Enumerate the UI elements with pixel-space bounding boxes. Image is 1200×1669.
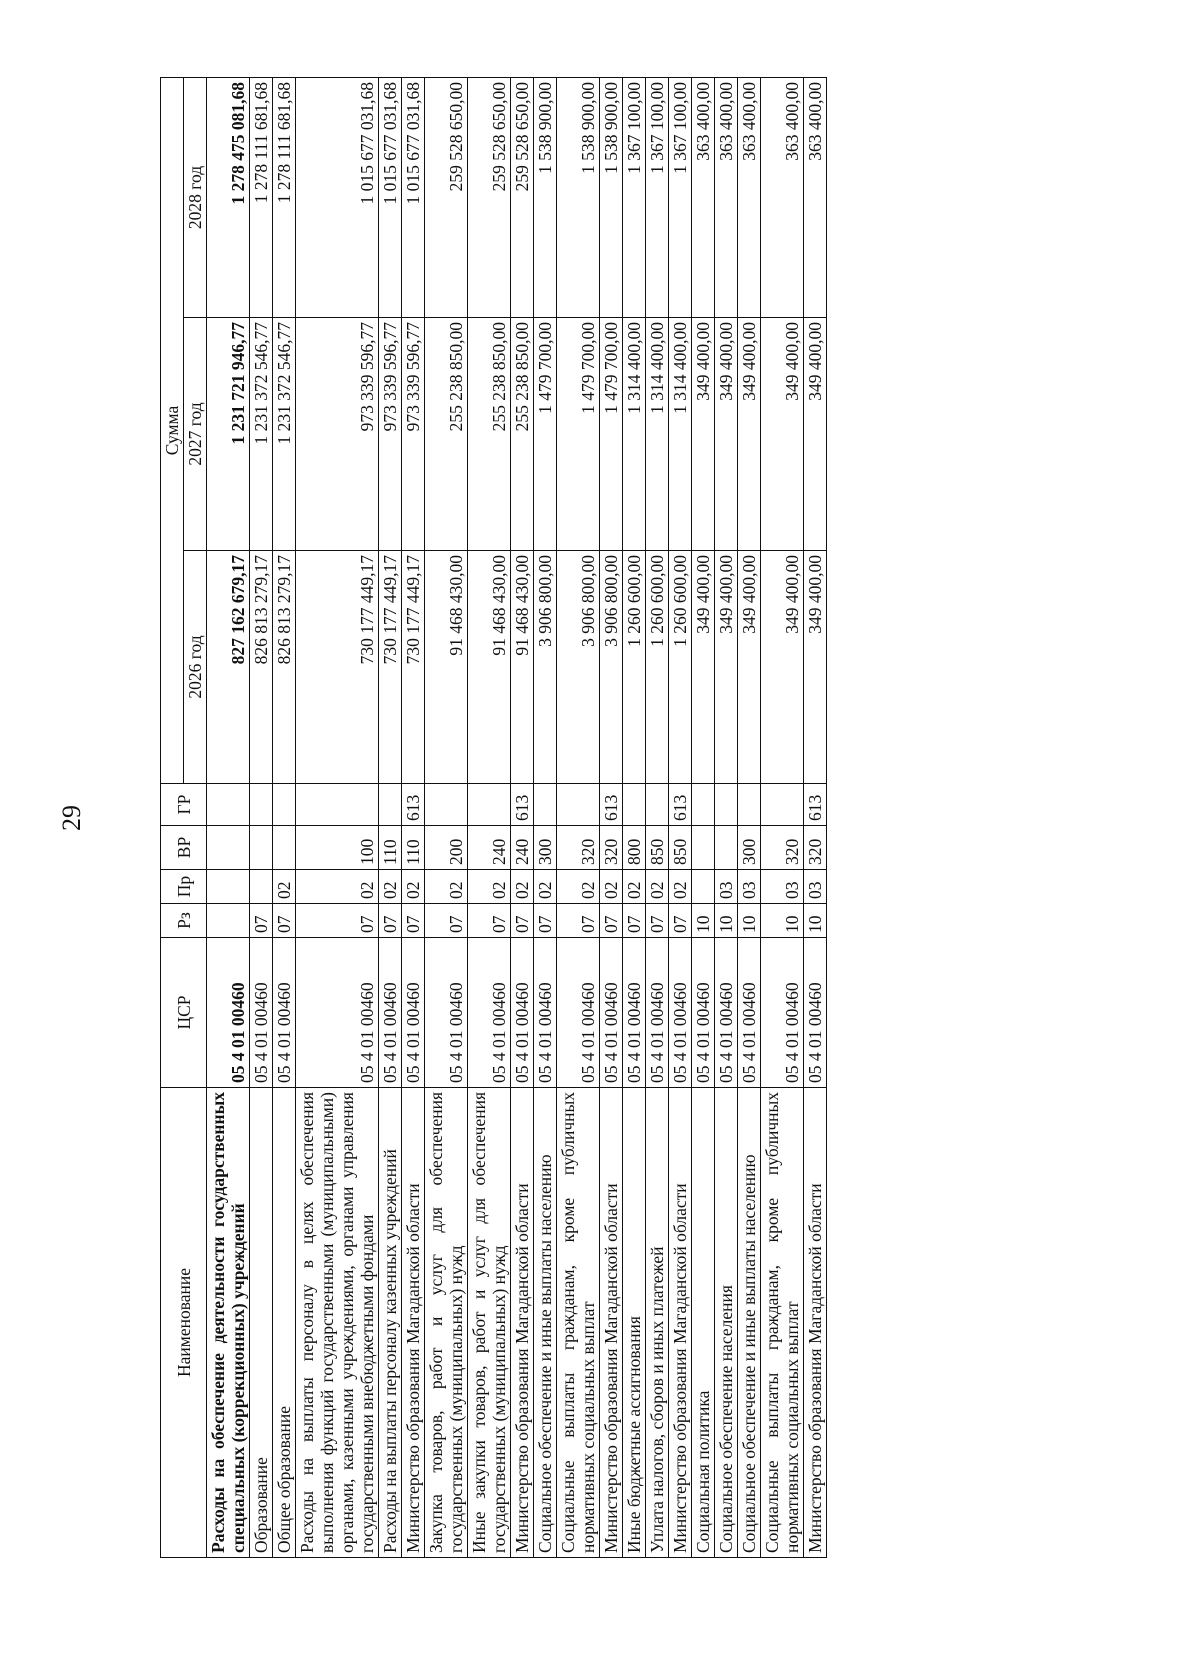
amount-2026-cell: 3 906 800,00 <box>557 551 600 784</box>
vr-cell: 850 <box>669 826 692 870</box>
amount-2027-cell: 1 479 700,00 <box>557 318 600 551</box>
gr-cell: 613 <box>669 784 692 826</box>
amount-2028-cell: 1 367 100,00 <box>623 77 646 317</box>
amount-2026-cell: 730 177 449,17 <box>402 551 425 784</box>
row-name-cell: Социальное обеспечение и иные выплаты населению <box>738 1088 761 1558</box>
gr-cell <box>250 784 273 826</box>
csr-cell: 05 4 01 00460 <box>646 938 669 1088</box>
rz-cell: 10 <box>804 904 827 938</box>
pr-cell: 02 <box>557 870 600 904</box>
pr-cell <box>207 870 250 904</box>
table-row <box>804 77 827 1557</box>
budget-table <box>160 77 827 1558</box>
pr-cell: 02 <box>425 870 468 904</box>
rz-cell: 07 <box>600 904 623 938</box>
amount-2027-cell: 1 314 400,00 <box>646 318 669 551</box>
amount-2028-cell: 1 367 100,00 <box>646 77 669 317</box>
csr-cell: 05 4 01 00460 <box>557 938 600 1088</box>
row-name-cell: Иные закупки товаров, работ и услуг для обеспечения государственных (муниципальных) нужд <box>468 1088 511 1558</box>
pr-cell: 02 <box>623 870 646 904</box>
csr-cell: 05 4 01 00460 <box>250 938 273 1088</box>
amount-2028-cell: 363 400,00 <box>804 77 827 317</box>
amount-2027-cell: 973 339 596,77 <box>379 318 402 551</box>
row-name-cell: Расходы на выплаты персоналу казенных учреждений <box>379 1088 402 1558</box>
gr-cell <box>738 784 761 826</box>
amount-2028-cell: 259 528 650,00 <box>511 77 534 317</box>
amount-2026-cell: 826 813 279,17 <box>250 551 273 784</box>
vr-cell: 320 <box>600 826 623 870</box>
vr-cell <box>250 826 273 870</box>
amount-2028-cell: 1 538 900,00 <box>557 77 600 317</box>
rz-cell: 10 <box>761 904 804 938</box>
pr-cell: 02 <box>511 870 534 904</box>
amount-2027-cell: 349 400,00 <box>761 318 804 551</box>
amount-2027-cell: 349 400,00 <box>804 318 827 551</box>
pr-cell: 02 <box>273 870 296 904</box>
table-header <box>161 77 207 1557</box>
rz-cell: 10 <box>715 904 738 938</box>
amount-2027-cell: 1 231 372 546,77 <box>273 318 296 551</box>
pr-cell: 03 <box>804 870 827 904</box>
amount-2027-cell: 255 238 850,00 <box>425 318 468 551</box>
gr-cell: 613 <box>804 784 827 826</box>
amount-2026-cell: 91 468 430,00 <box>425 551 468 784</box>
table-row <box>296 77 379 1557</box>
vr-cell: 800 <box>623 826 646 870</box>
rz-cell: 10 <box>738 904 761 938</box>
pr-cell: 03 <box>715 870 738 904</box>
table-row <box>715 77 738 1557</box>
csr-cell: 05 4 01 00460 <box>738 938 761 1088</box>
amount-2028-cell: 1 278 111 681,68 <box>273 77 296 317</box>
amount-2026-cell: 3 906 800,00 <box>534 551 557 784</box>
gr-cell <box>692 784 715 826</box>
gr-cell: 613 <box>600 784 623 826</box>
amount-2027-cell: 349 400,00 <box>692 318 715 551</box>
amount-2027-cell: 1 479 700,00 <box>600 318 623 551</box>
vr-cell: 300 <box>738 826 761 870</box>
vr-cell: 110 <box>402 826 425 870</box>
row-name-cell: Расходы на обеспечение деятельности государственных специальных (коррекционных) учреждений <box>207 1088 250 1558</box>
row-name-cell: Иные бюджетные ассигнования <box>623 1088 646 1558</box>
row-name-cell: Уплата налогов, сборов и иных платежей <box>646 1088 669 1558</box>
row-name-cell: Министерство образования Магаданской области <box>402 1088 425 1558</box>
page-number: 29 <box>57 805 86 831</box>
amount-2026-cell: 349 400,00 <box>761 551 804 784</box>
amount-2026-cell: 827 162 679,17 <box>207 551 250 784</box>
vr-cell <box>273 826 296 870</box>
gr-cell <box>273 784 296 826</box>
pr-cell: 02 <box>646 870 669 904</box>
gr-cell <box>623 784 646 826</box>
amount-2026-cell: 826 813 279,17 <box>273 551 296 784</box>
table-row <box>250 77 273 1557</box>
rz-cell: 07 <box>646 904 669 938</box>
pr-cell: 03 <box>761 870 804 904</box>
gr-cell <box>534 784 557 826</box>
pr-cell <box>250 870 273 904</box>
csr-cell: 05 4 01 00460 <box>623 938 646 1088</box>
rz-cell: 07 <box>296 904 379 938</box>
vr-cell: 200 <box>425 826 468 870</box>
header-rz: Рз <box>161 904 207 938</box>
amount-2027-cell: 255 238 850,00 <box>511 318 534 551</box>
vr-cell <box>715 826 738 870</box>
rz-cell <box>207 904 250 938</box>
amount-2028-cell: 1 538 900,00 <box>600 77 623 317</box>
table-row <box>511 77 534 1557</box>
pr-cell: 02 <box>402 870 425 904</box>
header-csr: ЦСР <box>161 938 207 1088</box>
amount-2027-cell: 973 339 596,77 <box>296 318 379 551</box>
vr-cell <box>692 826 715 870</box>
vr-cell: 240 <box>511 826 534 870</box>
gr-cell: 613 <box>402 784 425 826</box>
csr-cell: 05 4 01 00460 <box>296 938 379 1088</box>
row-name-cell: Министерство образования Магаданской области <box>511 1088 534 1558</box>
amount-2028-cell: 259 528 650,00 <box>425 77 468 317</box>
amount-2026-cell: 730 177 449,17 <box>379 551 402 784</box>
amount-2027-cell: 1 231 372 546,77 <box>250 318 273 551</box>
amount-2026-cell: 349 400,00 <box>804 551 827 784</box>
csr-cell: 05 4 01 00460 <box>804 938 827 1088</box>
amount-2027-cell: 1 231 721 946,77 <box>207 318 250 551</box>
amount-2026-cell: 1 260 600,00 <box>646 551 669 784</box>
pr-cell: 02 <box>669 870 692 904</box>
csr-cell: 05 4 01 00460 <box>207 938 250 1088</box>
table-row <box>761 77 804 1557</box>
table-row <box>646 77 669 1557</box>
table-row <box>738 77 761 1557</box>
table-row <box>669 77 692 1557</box>
amount-2028-cell: 363 400,00 <box>738 77 761 317</box>
row-name-cell: Закупка товаров, работ и услуг для обеспечения государственных (муниципальных) нужд <box>425 1088 468 1558</box>
table-row <box>692 77 715 1557</box>
csr-cell: 05 4 01 00460 <box>600 938 623 1088</box>
header-vr: ВР <box>161 826 207 870</box>
amount-2027-cell: 1 479 700,00 <box>534 318 557 551</box>
header-year-2026: 2026 год <box>184 551 207 784</box>
rz-cell: 07 <box>250 904 273 938</box>
amount-2028-cell: 259 528 650,00 <box>468 77 511 317</box>
row-name-cell: Образование <box>250 1088 273 1558</box>
amount-2028-cell: 363 400,00 <box>715 77 738 317</box>
row-name-cell: Социальное обеспечение и иные выплаты населению <box>534 1088 557 1558</box>
gr-cell <box>207 784 250 826</box>
rz-cell: 07 <box>379 904 402 938</box>
row-name-cell: Министерство образования Магаданской области <box>600 1088 623 1558</box>
table-row <box>557 77 600 1557</box>
amount-2027-cell: 1 314 400,00 <box>669 318 692 551</box>
csr-cell: 05 4 01 00460 <box>379 938 402 1088</box>
row-name-cell: Социальные выплаты гражданам, кроме публичных нормативных социальных выплат <box>557 1088 600 1558</box>
row-name-cell: Социальное обеспечение населения <box>715 1088 738 1558</box>
amount-2026-cell: 730 177 449,17 <box>296 551 379 784</box>
vr-cell: 100 <box>296 826 379 870</box>
rz-cell: 10 <box>692 904 715 938</box>
vr-cell: 300 <box>534 826 557 870</box>
header-gr: ГР <box>161 784 207 826</box>
amount-2027-cell: 973 339 596,77 <box>402 318 425 551</box>
amount-2027-cell: 349 400,00 <box>738 318 761 551</box>
csr-cell: 05 4 01 00460 <box>715 938 738 1088</box>
table-row <box>534 77 557 1557</box>
header-name: Наименование <box>161 1088 207 1558</box>
gr-cell <box>557 784 600 826</box>
amount-2026-cell: 91 468 430,00 <box>511 551 534 784</box>
amount-2028-cell: 1 015 677 031,68 <box>379 77 402 317</box>
csr-cell: 05 4 01 00460 <box>273 938 296 1088</box>
pr-cell: 02 <box>534 870 557 904</box>
amount-2028-cell: 363 400,00 <box>692 77 715 317</box>
row-name-cell: Министерство образования Магаданской области <box>669 1088 692 1558</box>
table-row <box>425 77 468 1557</box>
amount-2026-cell: 349 400,00 <box>738 551 761 784</box>
header-sum: Сумма <box>161 77 184 783</box>
csr-cell: 05 4 01 00460 <box>692 938 715 1088</box>
csr-cell: 05 4 01 00460 <box>669 938 692 1088</box>
rotated-page-content <box>160 78 1040 1558</box>
pr-cell: 02 <box>296 870 379 904</box>
gr-cell <box>425 784 468 826</box>
vr-cell: 320 <box>804 826 827 870</box>
table-row <box>468 77 511 1557</box>
csr-cell: 05 4 01 00460 <box>402 938 425 1088</box>
csr-cell: 05 4 01 00460 <box>425 938 468 1088</box>
row-name-cell: Министерство образования Магаданской области <box>804 1088 827 1558</box>
amount-2028-cell: 363 400,00 <box>761 77 804 317</box>
amount-2026-cell: 1 260 600,00 <box>669 551 692 784</box>
table-row <box>379 77 402 1557</box>
vr-cell: 320 <box>557 826 600 870</box>
pr-cell: 02 <box>468 870 511 904</box>
pr-cell: 02 <box>600 870 623 904</box>
csr-cell: 05 4 01 00460 <box>468 938 511 1088</box>
pr-cell: 03 <box>738 870 761 904</box>
table-row <box>207 77 250 1557</box>
amount-2028-cell: 1 015 677 031,68 <box>402 77 425 317</box>
amount-2028-cell: 1 538 900,00 <box>534 77 557 317</box>
amount-2028-cell: 1 367 100,00 <box>669 77 692 317</box>
amount-2026-cell: 1 260 600,00 <box>623 551 646 784</box>
header-pr: Пр <box>161 870 207 904</box>
gr-cell <box>379 784 402 826</box>
amount-2026-cell: 91 468 430,00 <box>468 551 511 784</box>
row-name-cell: Социальные выплаты гражданам, кроме публичных нормативных социальных выплат <box>761 1088 804 1558</box>
gr-cell <box>646 784 669 826</box>
header-year-2028: 2028 год <box>184 77 207 317</box>
vr-cell: 240 <box>468 826 511 870</box>
table-row <box>273 77 296 1557</box>
csr-cell: 05 4 01 00460 <box>534 938 557 1088</box>
amount-2028-cell: 1 015 677 031,68 <box>296 77 379 317</box>
rz-cell: 07 <box>468 904 511 938</box>
rz-cell: 07 <box>557 904 600 938</box>
table-row <box>402 77 425 1557</box>
gr-cell <box>715 784 738 826</box>
gr-cell <box>468 784 511 826</box>
row-name-cell: Расходы на выплаты персоналу в целях обеспечения выполнения функций государственными (муниципальными) органами, казенными учреждениями, органами управления государственными внебюджетными фондами <box>296 1088 379 1558</box>
pr-cell <box>692 870 715 904</box>
row-name-cell: Общее образование <box>273 1088 296 1558</box>
table-body <box>207 77 827 1557</box>
rz-cell: 07 <box>534 904 557 938</box>
vr-cell: 320 <box>761 826 804 870</box>
rz-cell: 07 <box>425 904 468 938</box>
amount-2026-cell: 3 906 800,00 <box>600 551 623 784</box>
row-name-cell: Социальная политика <box>692 1088 715 1558</box>
csr-cell: 05 4 01 00460 <box>511 938 534 1088</box>
amount-2027-cell: 255 238 850,00 <box>468 318 511 551</box>
rz-cell: 07 <box>511 904 534 938</box>
amount-2026-cell: 349 400,00 <box>692 551 715 784</box>
gr-cell: 613 <box>511 784 534 826</box>
table-row <box>600 77 623 1557</box>
rz-cell: 07 <box>623 904 646 938</box>
gr-cell <box>296 784 379 826</box>
amount-2027-cell: 349 400,00 <box>715 318 738 551</box>
amount-2028-cell: 1 278 111 681,68 <box>250 77 273 317</box>
amount-2028-cell: 1 278 475 081,68 <box>207 77 250 317</box>
amount-2026-cell: 349 400,00 <box>715 551 738 784</box>
pr-cell: 02 <box>379 870 402 904</box>
csr-cell: 05 4 01 00460 <box>761 938 804 1088</box>
header-year-2027: 2027 год <box>184 318 207 551</box>
gr-cell <box>761 784 804 826</box>
vr-cell: 110 <box>379 826 402 870</box>
vr-cell <box>207 826 250 870</box>
vr-cell: 850 <box>646 826 669 870</box>
rz-cell: 07 <box>273 904 296 938</box>
rz-cell: 07 <box>669 904 692 938</box>
amount-2027-cell: 1 314 400,00 <box>623 318 646 551</box>
rz-cell: 07 <box>402 904 425 938</box>
table-row <box>623 77 646 1557</box>
